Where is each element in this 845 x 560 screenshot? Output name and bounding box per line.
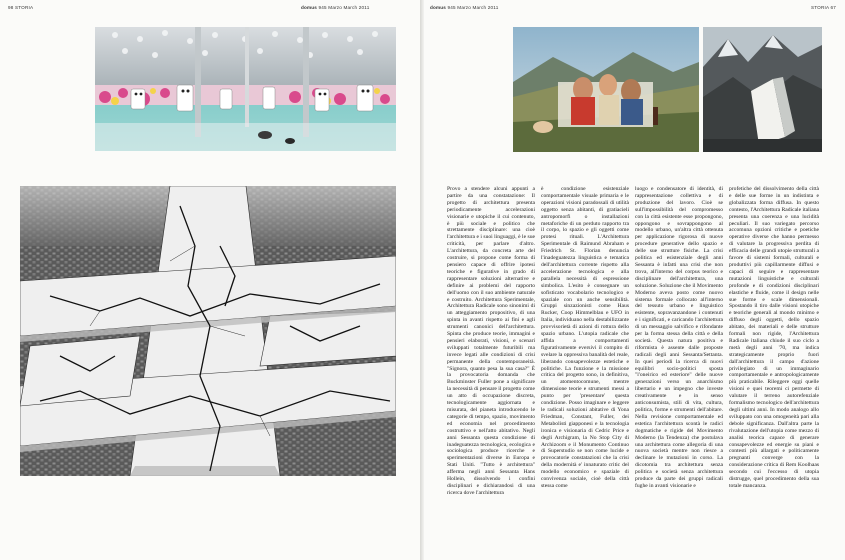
column-3-text: luogo e condensatore di identità, di rappresentazione collettiva e di produzione del lavoro. Cioè se sull'impossibilità del compromesso con la città esistente esse propongono, oppongono e sovrappongono al modello urbano, un'altra città ottenuta per applicazione rigorosa di nuove procedure generative dello spazio e delle sue strutture fisiche. La crisi politica ed esistenziale degli anni Sessanta è infatti una crisi che non trova, all'interno del corpus teorico e disciplinare dell'architettura, una soluzione. Soluzione che il Movimento Moderno aveva posto come nuovo sistema formale collocato all'interno del tessuto urbano e linguistico esistente, sopravanzandone i contenuti e i significati, e caricando l'architettura di un messaggio salvifico e rifondante per la forma stessa della città e della società. Questa natura positiva e riformista è assente dalle proposte radicali degli anni Sessanta/Settanta. In quei periodi la ricerca di nuovi equilibri socio-politici sposta "l'oneirico ed esteriore" delle nuove generazioni verso un anarchismo libertario e un impegno che investe creativamente e in senso anticonsumista, stili di vita, cultura, politica, forme e strumenti dell'abitare. Nella revisione comportamentale ed estetica l'architettura scontà le radici dogmatiche e rigide del Movimento Moderno (la Tendenza) che postulava una architettura come allegoria di una nuova società mentre non riesce a declinare le mutazioni in corso. La dicotomia tra architettura senza politica e società senza architettura produce da parte dei gruppi radicali fughe in avanti visionarie e — [635, 186, 723, 489]
picnic-collage-image — [513, 27, 699, 152]
right-page-number: 67 — [830, 5, 836, 10]
text-column-2 — [541, 186, 629, 498]
right-section-label: STORIA — [811, 5, 829, 10]
column-1-text: Provo a stendere alcuni appunti a partire da una constatazione: Il progetto di architettura presenta periodicamente accelerazioni visionarie e utopiche il cui contenuto, è più sociale e politico che strettamente disciplinare: una cioè l'architettura e i suoi linguaggi, è le sue criticità, per parlare d'altro. L'architettura, da concreta arte del costruire, si propone come forma di pensiero capace di offrire ipotesi teoriche e figurative in grado di rappresentare soluzioni alternative e definire ai problemi del rapporto dell'uomo con il suo ambiente naturale e costruito. Architettura Sperimentale, Architettura Radicale sono sinonimi di un atteggiamento propositivo, di una spinta in avanti rispetto ai fini e agli strumenti canonici dell'architettura. Spinta che produce teorie, immagini e pensieri elaborati, visioni, e scenari sviluppati totalmente futuribili ma invece legati alle condizioni di crisi permanente della contemporaneità. "Signora, quanto pesa la sua casa?" È la provocatoria domanda che Buckminster Fuller pone a significare la necessità di pensare il progetto come un atto di occupazione discreta, tecnologicamente aggiornata e misurata, del pianeta introducendo le categorie di tempo, spazio, movimento ed economia nel procedimento costruttivo e nell'atto abitativo. Negli anni Sessanta questa condizione di inadeguatezza tecnologica, ecologica e sociologica produce ricerche e sperimentazioni diverse in Europa e Stati Uniti. "Tutto è architettura" afferma negli anni Sessanta Hans Hollein, dissolvendo i confini disciplinari e dichiarandosi di una ricerca dove l'architettura — [447, 186, 535, 496]
collage-interior-image — [95, 27, 396, 151]
column-4-text: profetiche del dissolvimento della città e delle sue forme in un indistinta e globalizzata forma diffusa. In questo contesto, l'Architettura Radicale italiana presenta una coerenza e una lucidità peculiari. Il suo variegato percorso accomuna opzioni critiche e poetiche operative diverse che hanno permesso di valutare la progressiva perdita di efficacia delle grandi utopie strutturali a favore di sistemi formali, culturali e produttivi più capillarmente diffusi e capaci di seguire e rappresentare mutazioni linguistiche e culturali profonde e di condizioni disciplinari elastiche e fluide, come il design nelle sue forme e scale dimensionali. Spostando il tiro dalle visioni utopiche e teoriche generali al mondo minimo e diffuso degli oggetti, dello spazio abitato, dei materiali e delle strutture formali non rigide, l'Architettura Radicale italiana chiude il suo ciclo a metà degli anni '70, ma indica strategicamente proprio fuori dall'architettura il campo d'azione privilegiato di un immaginario comportamentale e antropologicamente più praticabile. Rileggere oggi quelle visioni e quei teoremi ci permette di valutare il terreno autorefenziale formalismo tecnologico dell'architettura degli ultimi anni. In modo analogo allo sviluppato con una omogeneità pari alla debole significanza. Dall'altra parte la rivalutazione dell'utopia come mezzo di analisi teorica capace di generare consapevolezze ed energie su piani e contesti più allargati e politicamente pregnanti converge con la considerazione critica di Rem Koolhaas secondo cui l'eccesso di utopia distrugge, quel procedimento della sua totale mancanza. — [729, 186, 819, 489]
left-section-label: STORIA — [15, 5, 34, 10]
text-column-1 — [447, 186, 535, 498]
text-column-4 — [729, 186, 819, 498]
left-page-number: 98 — [8, 5, 14, 10]
text-column-3 — [635, 186, 723, 498]
left-page-header — [8, 5, 33, 10]
monument-collage-image — [703, 27, 822, 152]
left-brand: domus — [301, 5, 318, 10]
left-issue-header — [301, 5, 369, 10]
right-page-header — [811, 5, 836, 10]
right-brand: domus — [430, 5, 447, 10]
aerial-grid-image — [20, 186, 396, 476]
right-issue: 945 Marzo March 2011 — [447, 5, 499, 10]
left-issue: 945 Marzo March 2011 — [318, 5, 370, 10]
column-2-text: è condizione esistenziale comportamentale visuale primaria e le operazioni visioni paradossali di utilità oggetto senza abitanti, di gratiacieli antropomorfi o installazioni metaforiche di un perduto rapporto tra il corpo, lo spazio e gli oggetti come protesi rituali. L'Architettura Sperimentale di Raimund Abraham e Friedrich St. Florian denuncia l'inadeguatezza linguistica e tematica dell'architettura corrente rispetto alla accelerazione tecnologica e alla parallela necessità di espressione simbolica. L'esito è consegnare un sofisticato vocabolario tecnologico e spaziale con un anche sensibilità. Gruppi sinzazionisti come Haus Rucker, Coop Himmelblau e UFO in Italia, individuano nella destabilizzante provvisorietà di azioni di rottura dello spazio urbano. L'utopia radicale che affida a comportamenti figurativamente eversivi il compito di svelare la oppressiva banalità del reale, liberando consapevolezze estetiche e politiche. La funzione e la missione critica del progetto sono, in definitiva, un atomentocomune, mentre dimensione teorie e strumenti messi a punto per 'presentare' questa condizione. Posso imaginare e leggere le radicali soluzioni abitative di Yona Friedman, Constant, Fuller, dei Metabolisti giapponesi e la tecnologia ironica e visionaria di Cedric Price e degli Archigram, la No Stop City di Archizoom e il Monumento Continuo di Superstudio se non come lucide e provocatorie constatazioni che la crisi della modernità e' innaturato critic del modello economico e spaziale di convivenza sociale, cioè della città stessa come — [541, 186, 629, 489]
right-issue-header — [430, 5, 498, 10]
